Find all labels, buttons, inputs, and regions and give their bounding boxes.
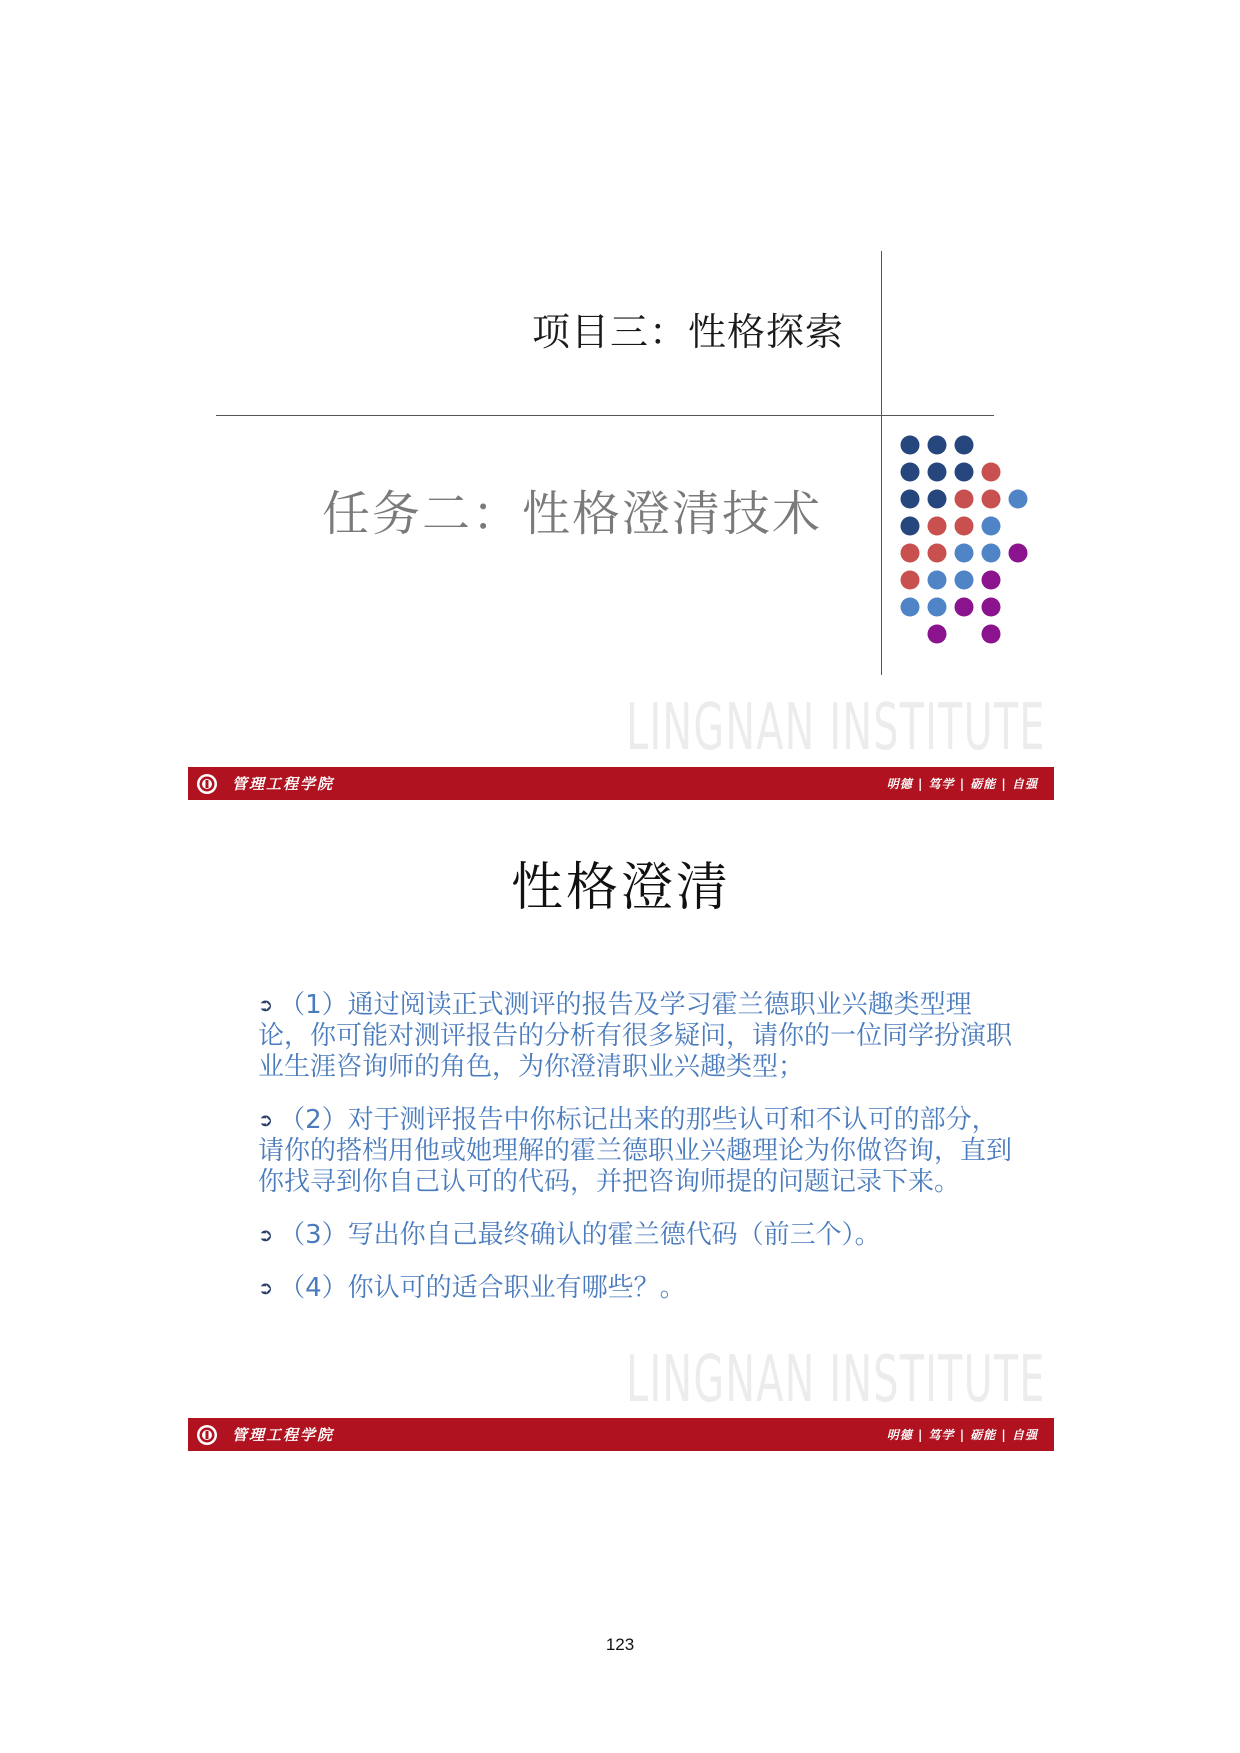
arrow-bullet-icon: ➲ [258,1225,274,1246]
decorative-dot [928,490,947,509]
slide-project-title [188,243,1054,800]
vertical-divider [881,251,882,675]
decorative-dot [982,625,1001,644]
decorative-dot [982,598,1001,617]
decorative-dot [1009,544,1028,563]
school-emblem-icon [196,1424,218,1446]
decorative-dot [901,436,920,455]
decorative-dot [982,544,1001,563]
bullet-item [258,1220,1018,1251]
decorative-dot [901,544,920,563]
decorative-dot [901,490,920,509]
bullet-item [258,990,1018,1083]
decorative-dot [928,625,947,644]
decorative-dot [955,436,974,455]
footer-left [188,1424,334,1446]
decorative-dot [901,517,920,536]
decorative-dot [955,463,974,482]
footer-motto: 明德 | 笃学 | 砺能 | 自强 [886,1428,1038,1442]
decorative-dot [928,463,947,482]
footer-school-name: 管理工程学院 [232,1426,335,1444]
bullet-item [258,1273,1018,1304]
watermark: LINGNAN INSTITUTE [626,1343,1046,1417]
footer-bar [188,1418,1054,1451]
decorative-dot [982,517,1001,536]
decorative-dot [901,571,920,590]
footer-school-name: 管理工程学院 [232,775,335,793]
decorative-dot [901,598,920,617]
bullet-text: （4）你认可的适合职业有哪些？。 [279,1273,686,1303]
decorative-dot [955,517,974,536]
decorative-dot [982,463,1001,482]
decorative-dot [928,571,947,590]
watermark: LINGNAN INSTITUTE [626,691,1046,765]
task-title: 任务二：性格澄清技术 [321,486,822,542]
footer-left [188,773,334,795]
arrow-bullet-icon: ➲ [258,1278,274,1299]
bullet-text: （2）对于测评报告中你标记出来的那些认可和不认可的部分，请你的搭档用他或她理解的霍兰德职业兴趣理论为你做咨询，直到你找寻到你自己认可的代码，并把咨询师提的问题记录下来。 [258,1105,1013,1197]
decorative-dot [928,436,947,455]
decorative-dot-grid [898,433,1038,653]
decorative-dot [901,463,920,482]
bullet-item [258,1105,1018,1198]
bullet-list [258,990,1018,1326]
decorative-dot [955,598,974,617]
bullet-text: （1）通过阅读正式测评的报告及学习霍兰德职业兴趣类型理论，你可能对测评报告的分析有很多疑问，请你的一位同学扮演职业生涯咨询师的角色，为你澄清职业兴趣类型； [258,990,1013,1082]
decorative-dot [955,571,974,590]
decorative-dot [928,598,947,617]
decorative-dot [1009,490,1028,509]
arrow-bullet-icon: ➲ [258,1110,274,1131]
bullet-text: （3）写出你自己最终确认的霍兰德代码（前三个）。 [279,1220,881,1250]
decorative-dot [928,544,947,563]
decorative-dot [928,517,947,536]
dot-grid-graphic [898,433,1038,653]
page-number: 123 [605,1635,635,1654]
decorative-dot [982,490,1001,509]
horizontal-divider [216,415,994,416]
school-emblem-icon [196,773,218,795]
decorative-dot [955,490,974,509]
slide-personality-clarification [188,800,1054,1451]
arrow-bullet-icon: ➲ [258,995,274,1016]
slide-title: 性格澄清 [510,858,731,918]
decorative-dot [955,544,974,563]
decorative-dot [982,571,1001,590]
footer-motto: 明德 | 笃学 | 砺能 | 自强 [886,777,1038,791]
project-title: 项目三：性格探索 [531,310,844,354]
footer-bar [188,767,1054,800]
